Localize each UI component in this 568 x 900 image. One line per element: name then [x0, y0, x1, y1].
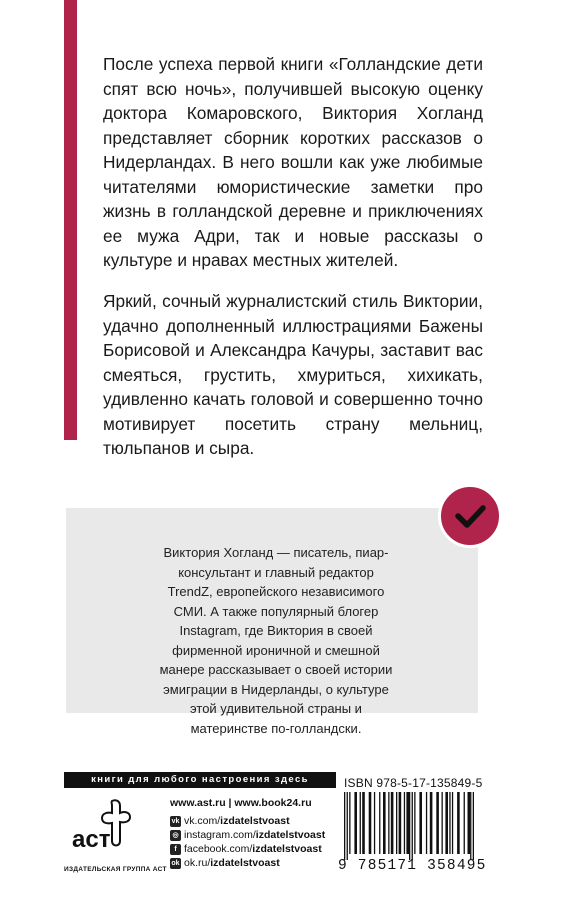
barcode-bar — [470, 792, 471, 860]
social-handle: izdatelstvoast — [252, 843, 322, 855]
barcode-bar — [426, 792, 427, 854]
social-link-instagram[interactable] — [170, 828, 325, 842]
barcode-bar — [391, 792, 394, 854]
instagram-icon: ◎ — [170, 830, 181, 841]
social-handle: izdatelstvoast — [210, 857, 280, 869]
barcode-digits: 9 785171 358495 — [338, 858, 487, 874]
vk-icon: vk — [171, 817, 180, 825]
barcode-bar — [379, 792, 380, 854]
checkmark-badge — [438, 484, 502, 548]
barcode-bar — [399, 792, 402, 854]
barcode-bar — [430, 792, 433, 854]
facebook-icon: f — [170, 844, 181, 855]
barcode-bar — [409, 792, 410, 860]
social-handle: izdatelstvoast — [255, 829, 326, 841]
ast-logo — [68, 797, 140, 859]
social-link-vk[interactable] — [170, 814, 325, 828]
barcode-bar — [414, 792, 415, 854]
social-handle: izdatelstvoast — [220, 815, 290, 827]
publisher-slogan: книги для любого настроения здесь — [64, 772, 336, 788]
barcode-bar — [468, 792, 471, 854]
barcode-bar — [412, 792, 413, 860]
barcode-bar — [362, 792, 365, 854]
isbn-number: ISBN 978-5-17-135849-5 — [344, 776, 483, 790]
author-bio-text: Виктория Хогланд — писатель, пиар-консультант и главный редактор TrendZ, европейского независимого СМИ. А также популярный блогер Instagram, где Виктория в своей фирменной ироничной и смешной манере рассказывает о своей истории эмиграции в Нидерланды, о культуре этой удивительной страны и материнстве по-голландски. — [159, 545, 393, 736]
barcode-bar — [404, 792, 405, 854]
social-link-facebook[interactable] — [170, 842, 325, 856]
barcode-bar — [406, 792, 409, 854]
publisher-websites[interactable]: www.ast.ru | www.book24.ru — [170, 797, 312, 809]
barcode-bar — [419, 792, 422, 854]
social-prefix: instagram.com/ — [184, 829, 256, 841]
checkmark-icon — [441, 487, 499, 545]
barcode-bar — [388, 792, 389, 854]
barcode-bar — [452, 792, 453, 854]
social-links — [170, 814, 325, 870]
description-paragraph-2: Яркий, сочный журналистский стиль Виктории, удачно дополненный иллюстрациями Бажены Борисовой и Александра Качуры, заставит вас смеяться, грустить, хмуриться, хихикать, удивленно качать головой и совершенно точно мотивирует посетить страну мельниц, тюльпанов и сыра. — [103, 291, 483, 458]
barcode-bar — [473, 792, 474, 860]
barcode — [340, 792, 500, 860]
barcode-bar — [369, 792, 372, 854]
social-link-odnoklassniki[interactable] — [170, 856, 325, 870]
barcode-bar — [349, 792, 350, 854]
barcode-bar — [383, 792, 386, 854]
barcode-bar — [436, 792, 439, 854]
barcode-bar — [354, 792, 357, 854]
logo-text: аст — [72, 826, 111, 853]
barcode-bar — [344, 792, 345, 860]
barcode-bar — [374, 792, 375, 854]
barcode-bar — [442, 792, 443, 854]
publisher-caption: ИЗДАТЕЛЬСКАЯ ГРУППА АСТ — [64, 866, 167, 873]
barcode-bar — [457, 792, 460, 854]
description-paragraph-1: После успеха первой книги «Голландские дети спят всю ночь», получившей высокую оценку доктора Комаровского, Виктория Хогланд представляет сборник коротких рассказов о Нидерландах. В него вошли как уже любимые читателями юмористические заметки про жизнь в голландской деревне и приключениях ее мужа Адри, так и новые рассказы о культуре и нравах местных жителей. — [103, 54, 483, 270]
barcode-bar — [449, 792, 450, 854]
barcode-bar — [396, 792, 397, 854]
social-prefix: vk.com/ — [184, 815, 221, 827]
social-prefix: ok.ru/ — [184, 857, 211, 869]
barcode-bar — [445, 792, 448, 854]
barcode-bar — [347, 792, 348, 860]
odnoklassniki-icon: ok — [171, 859, 180, 867]
social-prefix: facebook.com/ — [184, 843, 253, 855]
barcode-bar — [360, 792, 361, 854]
barcode-bar — [464, 792, 465, 854]
accent-bar — [64, 0, 77, 440]
